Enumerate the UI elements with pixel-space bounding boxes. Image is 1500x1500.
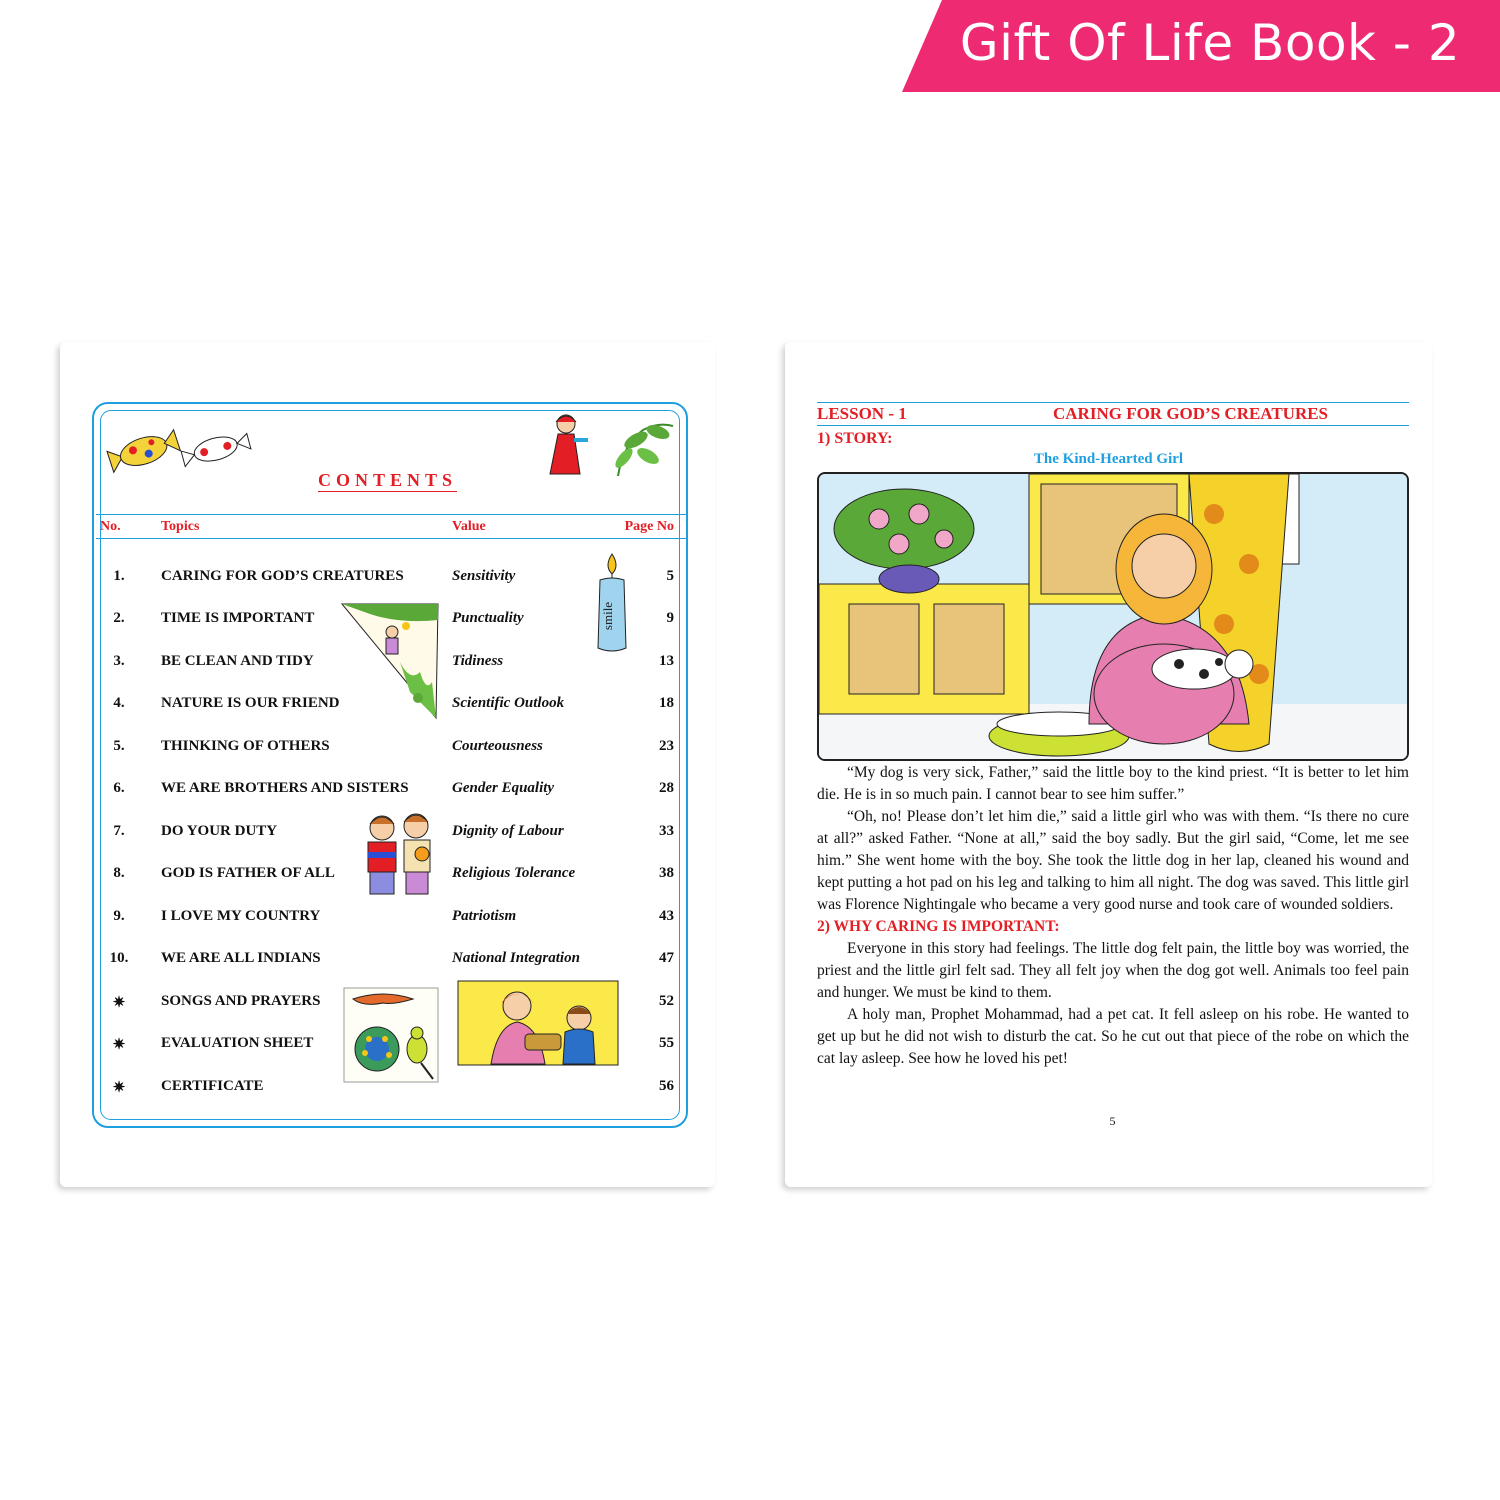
row-topic: CERTIFICATE [161, 1078, 264, 1094]
girl-with-dog-illustration [819, 474, 1407, 759]
row-no: 9. [113, 908, 125, 924]
banner-title: Gift Of Life Book - 2 [959, 14, 1461, 72]
row-page: 56 [659, 1078, 674, 1094]
why-paragraph: A holy man, Prophet Mohammad, had a pet cat. It fell asleep on his robe. He wanted to get up but he did not wish to disturb the cat. So he cut out that piece of the robe on which the cat lay asleep. See how he loved his pet! [817, 1006, 1409, 1067]
story-body [817, 762, 1409, 1070]
row-no: ✷ [112, 995, 126, 1011]
row-no: ✷ [112, 1080, 126, 1096]
row-value: Patriotism [452, 908, 517, 924]
col-header-no: No. [100, 519, 121, 534]
col-header-page: Page No [624, 519, 674, 534]
birds-peacock-illustration [343, 987, 439, 1083]
col-header-topics: Topics [161, 519, 200, 534]
row-no: 10. [109, 950, 129, 966]
contents-row [60, 738, 715, 758]
row-no: 7. [113, 823, 125, 839]
row-value: National Integration [452, 950, 580, 966]
row-no: 1. [113, 568, 125, 584]
candy-illustration [104, 422, 254, 477]
candle-illustration [592, 552, 632, 654]
contents-page [60, 342, 715, 1187]
boy-under-tree-illustration [340, 602, 440, 720]
row-topic: THINKING OF OTHERS [161, 738, 330, 754]
row-page: 28 [659, 780, 674, 796]
row-topic: NATURE IS OUR FRIEND [161, 695, 340, 711]
row-page: 33 [659, 823, 674, 839]
row-topic: TIME IS IMPORTANT [161, 610, 315, 626]
row-topic: I LOVE MY COUNTRY [161, 908, 321, 924]
story-title: The Kind-Hearted Girl [1033, 451, 1184, 467]
row-topic: SONGS AND PRAYERS [161, 993, 321, 1009]
row-page: 55 [659, 1035, 674, 1051]
row-value: Punctuality [452, 610, 524, 626]
row-page: 5 [666, 568, 674, 584]
row-topic: EVALUATION SHEET [161, 1035, 314, 1051]
row-no: 8. [113, 865, 125, 881]
row-no: 5. [113, 738, 125, 754]
row-value: Scientific Outlook [452, 695, 565, 711]
row-value: Religious Tolerance [452, 865, 576, 881]
row-topic: GOD IS FATHER OF ALL [161, 865, 335, 881]
contents-row [60, 780, 715, 800]
row-value: Dignity of Labour [452, 823, 564, 839]
lesson-title: CARING FOR GOD’S CREATURES [1053, 404, 1329, 423]
contents-row [60, 950, 715, 970]
row-topic: BE CLEAN AND TIDY [161, 653, 314, 669]
row-topic: CARING FOR GOD’S CREATURES [161, 568, 404, 584]
row-value: Gender Equality [452, 780, 555, 796]
two-boys-illustration [360, 810, 440, 900]
story-illustration [817, 472, 1409, 761]
row-no: 6. [113, 780, 125, 796]
lesson-page [785, 342, 1432, 1187]
row-no: 4. [113, 695, 125, 711]
row-value: Sensitivity [452, 568, 516, 584]
contents-title: CONTENTS [317, 470, 458, 490]
row-value: Tidiness [452, 653, 504, 669]
lesson-rule-bottom [817, 425, 1409, 426]
lesson-rule-top [817, 402, 1409, 403]
candle-label: smile [600, 601, 615, 631]
why-paragraph: Everyone in this story had feelings. The little dog felt pain, the little boy was worried, the priest and the little girl felt sad. They all felt joy when the dog got well. Animals too feel pain and hunger. We must be kind to them. [817, 940, 1409, 1001]
col-header-value: Value [452, 519, 486, 534]
row-topic: WE ARE BROTHERS AND SISTERS [161, 780, 409, 796]
mother-child-illustration [457, 980, 619, 1066]
row-page: 47 [659, 950, 674, 966]
lesson-label: LESSON - 1 [817, 404, 907, 423]
header-rule-top [96, 514, 688, 515]
row-page: 23 [659, 738, 674, 754]
row-page: 9 [666, 610, 674, 626]
title-banner [0, 0, 1500, 92]
row-page: 52 [659, 993, 674, 1009]
row-value: Courteousness [452, 738, 543, 754]
row-topic: DO YOUR DUTY [161, 823, 278, 839]
header-rule-bottom [96, 538, 688, 539]
row-no: ✷ [112, 1037, 126, 1053]
row-page: 13 [659, 653, 674, 669]
story-paragraph: “Oh, no! Please don’t let him die,” said a little girl who was with them. “Is there no cure at all?” asked Father. “None at all,” said the boy sadly. But the girl said, “Come, let me see him.” She went home with the boy. She took the little dog in her lap, cleaned his wound and kept putting a hot pad on his leg and talking to him all night. The dog was saved. This little girl was Florence Nightingale who became a very good nurse and took care of wounded soldiers. [817, 808, 1409, 913]
contents-row [60, 908, 715, 928]
row-no: 2. [113, 610, 125, 626]
story-paragraph: “My dog is very sick, Father,” said the little boy to the kind priest. “It is better to let him die. He is in so much pain. I cannot bear to see him suffer.” [817, 764, 1409, 803]
row-page: 38 [659, 865, 674, 881]
row-no: 3. [113, 653, 125, 669]
row-page: 18 [659, 695, 674, 711]
story-section-heading: 1) STORY: [817, 430, 893, 447]
row-topic: WE ARE ALL INDIANS [161, 950, 321, 966]
page-number: 5 [1109, 1114, 1116, 1128]
row-page: 43 [659, 908, 674, 924]
why-section-heading: 2) WHY CARING IS IMPORTANT: [817, 918, 1060, 935]
